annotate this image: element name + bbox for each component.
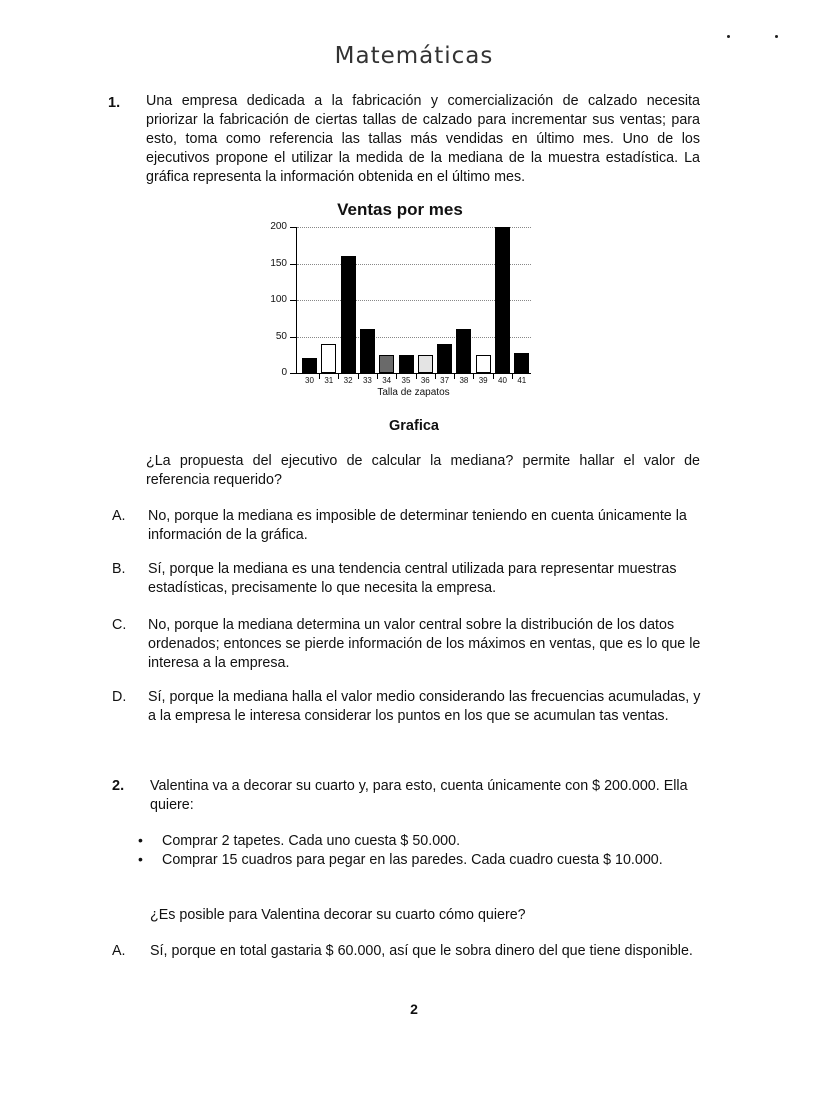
x-tick-label: 30 <box>305 376 314 385</box>
question-2-prompt: ¿Es posible para Valentina decorar su cuarto cómo quiere? <box>150 907 526 923</box>
question-2-bullet: Comprar 2 tapetes. Cada uno cuesta $ 50.000. <box>162 833 461 849</box>
x-tick-label: 35 <box>401 376 411 385</box>
x-axis-label: Talla de zapatos <box>377 387 450 398</box>
question-2-stem: Valentina va a decorar su cuarto y, para esto, cuenta únicamente con $ 200.000. Ella quiere: <box>150 778 688 813</box>
y-tick-label: 200 <box>270 221 287 232</box>
y-tick-label: 0 <box>281 367 287 378</box>
question-1-option-b[interactable]: Sí, porque la mediana es una tendencia central utilizada para representar muestras estadísticas, precisamente lo que necesita la empresa. <box>148 561 677 596</box>
x-tick-label: 34 <box>382 376 392 385</box>
option-letter: A. <box>112 508 126 524</box>
option-letter: A. <box>112 943 126 959</box>
page-title: Matemáticas <box>334 43 494 69</box>
question-1-option-d[interactable]: Sí, porque la mediana halla el valor medio considerando las frecuencias acumuladas, y a la empresa le interesa considerar los puntos en los que se acumulan tas ventas. <box>148 689 701 724</box>
question-2-number: 2. <box>112 778 125 794</box>
chart-title: Ventas por mes <box>337 200 463 219</box>
bar-talla-40 <box>495 227 510 373</box>
bar-talla-36 <box>418 355 433 373</box>
x-tick-mark <box>338 374 339 379</box>
bar-talla-33 <box>360 329 375 373</box>
bar-chart <box>255 218 545 403</box>
option-letter: C. <box>112 617 127 633</box>
bar-talla-39 <box>476 355 491 373</box>
x-tick-label: 39 <box>478 376 488 385</box>
x-tick-mark <box>377 374 378 379</box>
x-tick-mark <box>493 374 494 379</box>
bar-talla-30 <box>302 358 317 373</box>
question-2-bullet: Comprar 15 cuadros para pegar en las paredes. Cada cuadro cuesta $ 10.000. <box>162 852 663 868</box>
x-tick-mark <box>454 374 455 379</box>
x-tick-label: 36 <box>420 376 430 385</box>
question-1-stem: Una empresa dedicada a la fabricación y comercialización de calzado necesita priorizar la fabricación de ciertas tallas de calzado para incrementar sus ventas; para esto, toma como referencia las tallas más vendidas en último mes. Uno de los ejecutivos propone el utilizar la medida de la mediana de la muestra estadística. La gráfica representa la información obtenida en el último mes. <box>146 93 700 185</box>
figure-caption: Grafica <box>389 418 439 434</box>
x-axis <box>296 373 531 374</box>
y-tick-label: 150 <box>270 257 287 269</box>
page-number: 2 <box>410 1001 418 1017</box>
x-tick-label: 31 <box>324 376 334 385</box>
x-tick-mark <box>435 374 436 379</box>
bar-talla-32 <box>341 256 356 373</box>
y-tick-label: 100 <box>270 294 287 305</box>
question-1-prompt: ¿La propuesta del ejecutivo de calcular la mediana? permite hallar el valor de referencia requerido? <box>146 453 700 488</box>
bar-talla-34 <box>379 355 394 373</box>
x-tick-label: 32 <box>343 376 353 385</box>
bar-talla-31 <box>321 344 336 373</box>
x-tick-mark <box>396 374 397 379</box>
x-tick-label: 33 <box>362 376 372 385</box>
bar-talla-38 <box>456 329 471 373</box>
question-1-option-c[interactable]: No, porque la mediana determina un valor central sobre la distribución de los datos ordenados; entonces se pierde información de los máximos en ventas, que es lo que le interesa a la empresa. <box>148 617 701 671</box>
x-tick-mark <box>473 374 474 379</box>
y-axis <box>296 227 297 374</box>
x-tick-label: 37 <box>440 376 450 385</box>
bullet-icon: • <box>138 851 143 867</box>
bullet-icon: • <box>138 832 143 848</box>
question-1-number: 1. <box>108 95 121 111</box>
scan-speck <box>727 35 730 38</box>
question-2-option-a[interactable]: Sí, porque en total gastaria $ 60.000, así que le sobra dinero del que tiene disponible. <box>150 943 693 959</box>
x-tick-mark <box>416 374 417 379</box>
question-1-option-a[interactable]: No, porque la mediana es imposible de determinar teniendo en cuenta únicamente la información de la gráfica. <box>148 508 687 543</box>
x-tick-label: 38 <box>459 376 469 385</box>
bar-talla-37 <box>437 344 452 373</box>
x-tick-mark <box>319 374 320 379</box>
scan-speck <box>775 35 778 38</box>
x-tick-label: 41 <box>517 376 527 385</box>
x-tick-mark <box>358 374 359 379</box>
option-letter: B. <box>112 561 126 577</box>
x-tick-mark <box>512 374 513 379</box>
y-tick-label: 50 <box>275 330 287 342</box>
option-letter: D. <box>112 689 127 705</box>
bar-talla-35 <box>399 355 414 373</box>
x-tick-label: 40 <box>498 376 507 385</box>
bar-talla-41 <box>514 353 529 373</box>
